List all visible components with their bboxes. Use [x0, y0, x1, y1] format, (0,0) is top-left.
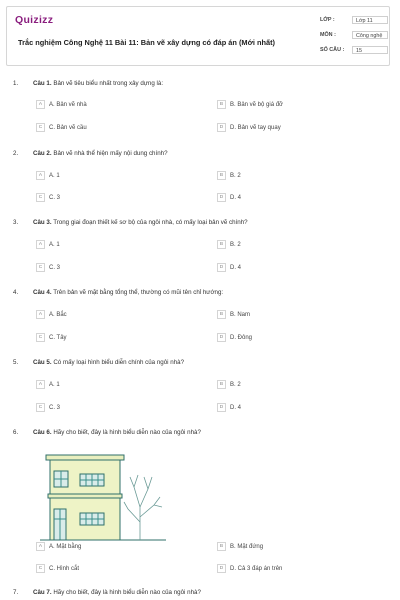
meta-subject [320, 31, 388, 39]
option-a[interactable]: A A. Mặt bằng [36, 542, 81, 551]
question-number: 6. [13, 429, 19, 436]
option-b[interactable]: B B. 2 [217, 380, 241, 389]
option-letter-box: A [36, 100, 45, 109]
option-c[interactable]: C C. 3 [36, 403, 60, 412]
option-a[interactable]: A A. 1 [36, 380, 60, 389]
option-letter-box: C [36, 123, 45, 132]
question-text: Câu 7. Hãy cho biết, đây là hình biểu diễn nào của ngôi nhà? [33, 589, 201, 596]
option-a[interactable]: A A. 1 [36, 171, 60, 180]
option-letter-box: B [217, 240, 226, 249]
option-a[interactable]: A A. 1 [36, 240, 60, 249]
option-c[interactable]: C C. Tây [36, 333, 67, 342]
floor-band [48, 494, 122, 498]
option-letter-box: A [36, 171, 45, 180]
option-letter-box: C [36, 263, 45, 272]
page-title: Trắc nghiệm Công Nghệ 11 Bài 11: Bản vẽ xây dựng có đáp án (Mới nhất) [18, 38, 276, 47]
option-c[interactable]: C C. 3 [36, 263, 60, 272]
option-letter-box: D [217, 564, 226, 573]
meta-class-value: Lớp 11 [352, 16, 388, 24]
question-number: 4. [13, 289, 19, 296]
option-c[interactable]: C C. Bản vẽ cầu [36, 123, 87, 132]
option-letter-box: A [36, 380, 45, 389]
option-b[interactable]: B B. Mặt đứng [217, 542, 263, 551]
option-letter-box: A [36, 240, 45, 249]
option-letter-box: D [217, 403, 226, 412]
question-number: 7. [13, 589, 19, 596]
meta-class-label: LỚP : [320, 17, 335, 24]
meta-subject-value: Công nghệ [352, 31, 388, 39]
option-letter-box: A [36, 542, 45, 551]
option-a[interactable]: A A. Bản vẽ nhà [36, 100, 87, 109]
option-d[interactable]: D D. 4 [217, 403, 241, 412]
option-b[interactable]: B B. 2 [217, 171, 241, 180]
meta-subject-label: MÔN : [320, 32, 336, 39]
option-b[interactable]: B B. Bản vẽ bộ giá đỡ [217, 100, 283, 109]
building-elevation-image [40, 447, 170, 547]
question-text: Câu 4. Trên bản vẽ mặt bằng tổng thể, thường có mũi tên chỉ hướng: [33, 289, 224, 296]
question-text: Câu 6. Hãy cho biết, đây là hình biểu diễn nào của ngôi nhà? [33, 429, 201, 436]
option-letter-box: D [217, 263, 226, 272]
meta-count [320, 46, 388, 54]
option-letter-box: B [217, 310, 226, 319]
tree-sketch [124, 475, 162, 540]
option-a[interactable]: A A. Bắc [36, 310, 67, 319]
quizizz-logo: Quizizz [15, 14, 54, 26]
option-c[interactable]: C C. 3 [36, 193, 60, 202]
option-letter-box: C [36, 403, 45, 412]
upper-window-right [80, 474, 104, 486]
option-letter-box: B [217, 542, 226, 551]
option-letter-box: C [36, 193, 45, 202]
lower-window [80, 513, 104, 525]
option-letter-box: B [217, 380, 226, 389]
option-b[interactable]: B B. Nam [217, 310, 250, 319]
option-letter-box: D [217, 333, 226, 342]
question-text: Câu 2. Bản vẽ nhà thể hiện mấy nội dung chính? [33, 150, 168, 157]
question-text: Câu 1. Bản vẽ tiêu biểu nhất trong xây dựng là: [33, 80, 164, 87]
meta-count-label: SỐ CÂU : [320, 47, 345, 54]
option-letter-box: D [217, 123, 226, 132]
option-letter-box: D [217, 193, 226, 202]
question-number: 5. [13, 359, 19, 366]
question-number: 1. [13, 80, 19, 87]
option-c[interactable]: C C. Hình cắt [36, 564, 79, 573]
option-d[interactable]: D D. Đông [217, 333, 252, 342]
option-d[interactable]: D D. Bản vẽ tay quay [217, 123, 281, 132]
roof-slab [46, 455, 124, 460]
option-letter-box: C [36, 564, 45, 573]
question-number: 3. [13, 219, 19, 226]
question-text: Câu 3. Trong giai đoạn thiết kế sơ bộ của ngôi nhà, có mấy loại bản vẽ chính? [33, 219, 248, 226]
option-letter-box: A [36, 310, 45, 319]
option-letter-box: B [217, 100, 226, 109]
option-letter-box: B [217, 171, 226, 180]
meta-count-value: 15 [352, 46, 388, 54]
meta-class [320, 16, 388, 24]
option-b[interactable]: B B. 2 [217, 240, 241, 249]
option-d[interactable]: D D. Cả 3 đáp án trên [217, 564, 282, 573]
document-header [6, 6, 390, 66]
question-text: Câu 5. Có mấy loại hình biểu diễn chính của ngôi nhà? [33, 359, 185, 366]
option-d[interactable]: D D. 4 [217, 193, 241, 202]
upper-window-left [54, 471, 68, 487]
question-number: 2. [13, 150, 19, 157]
option-d[interactable]: D D. 4 [217, 263, 241, 272]
option-letter-box: C [36, 333, 45, 342]
entrance-door [54, 509, 66, 540]
